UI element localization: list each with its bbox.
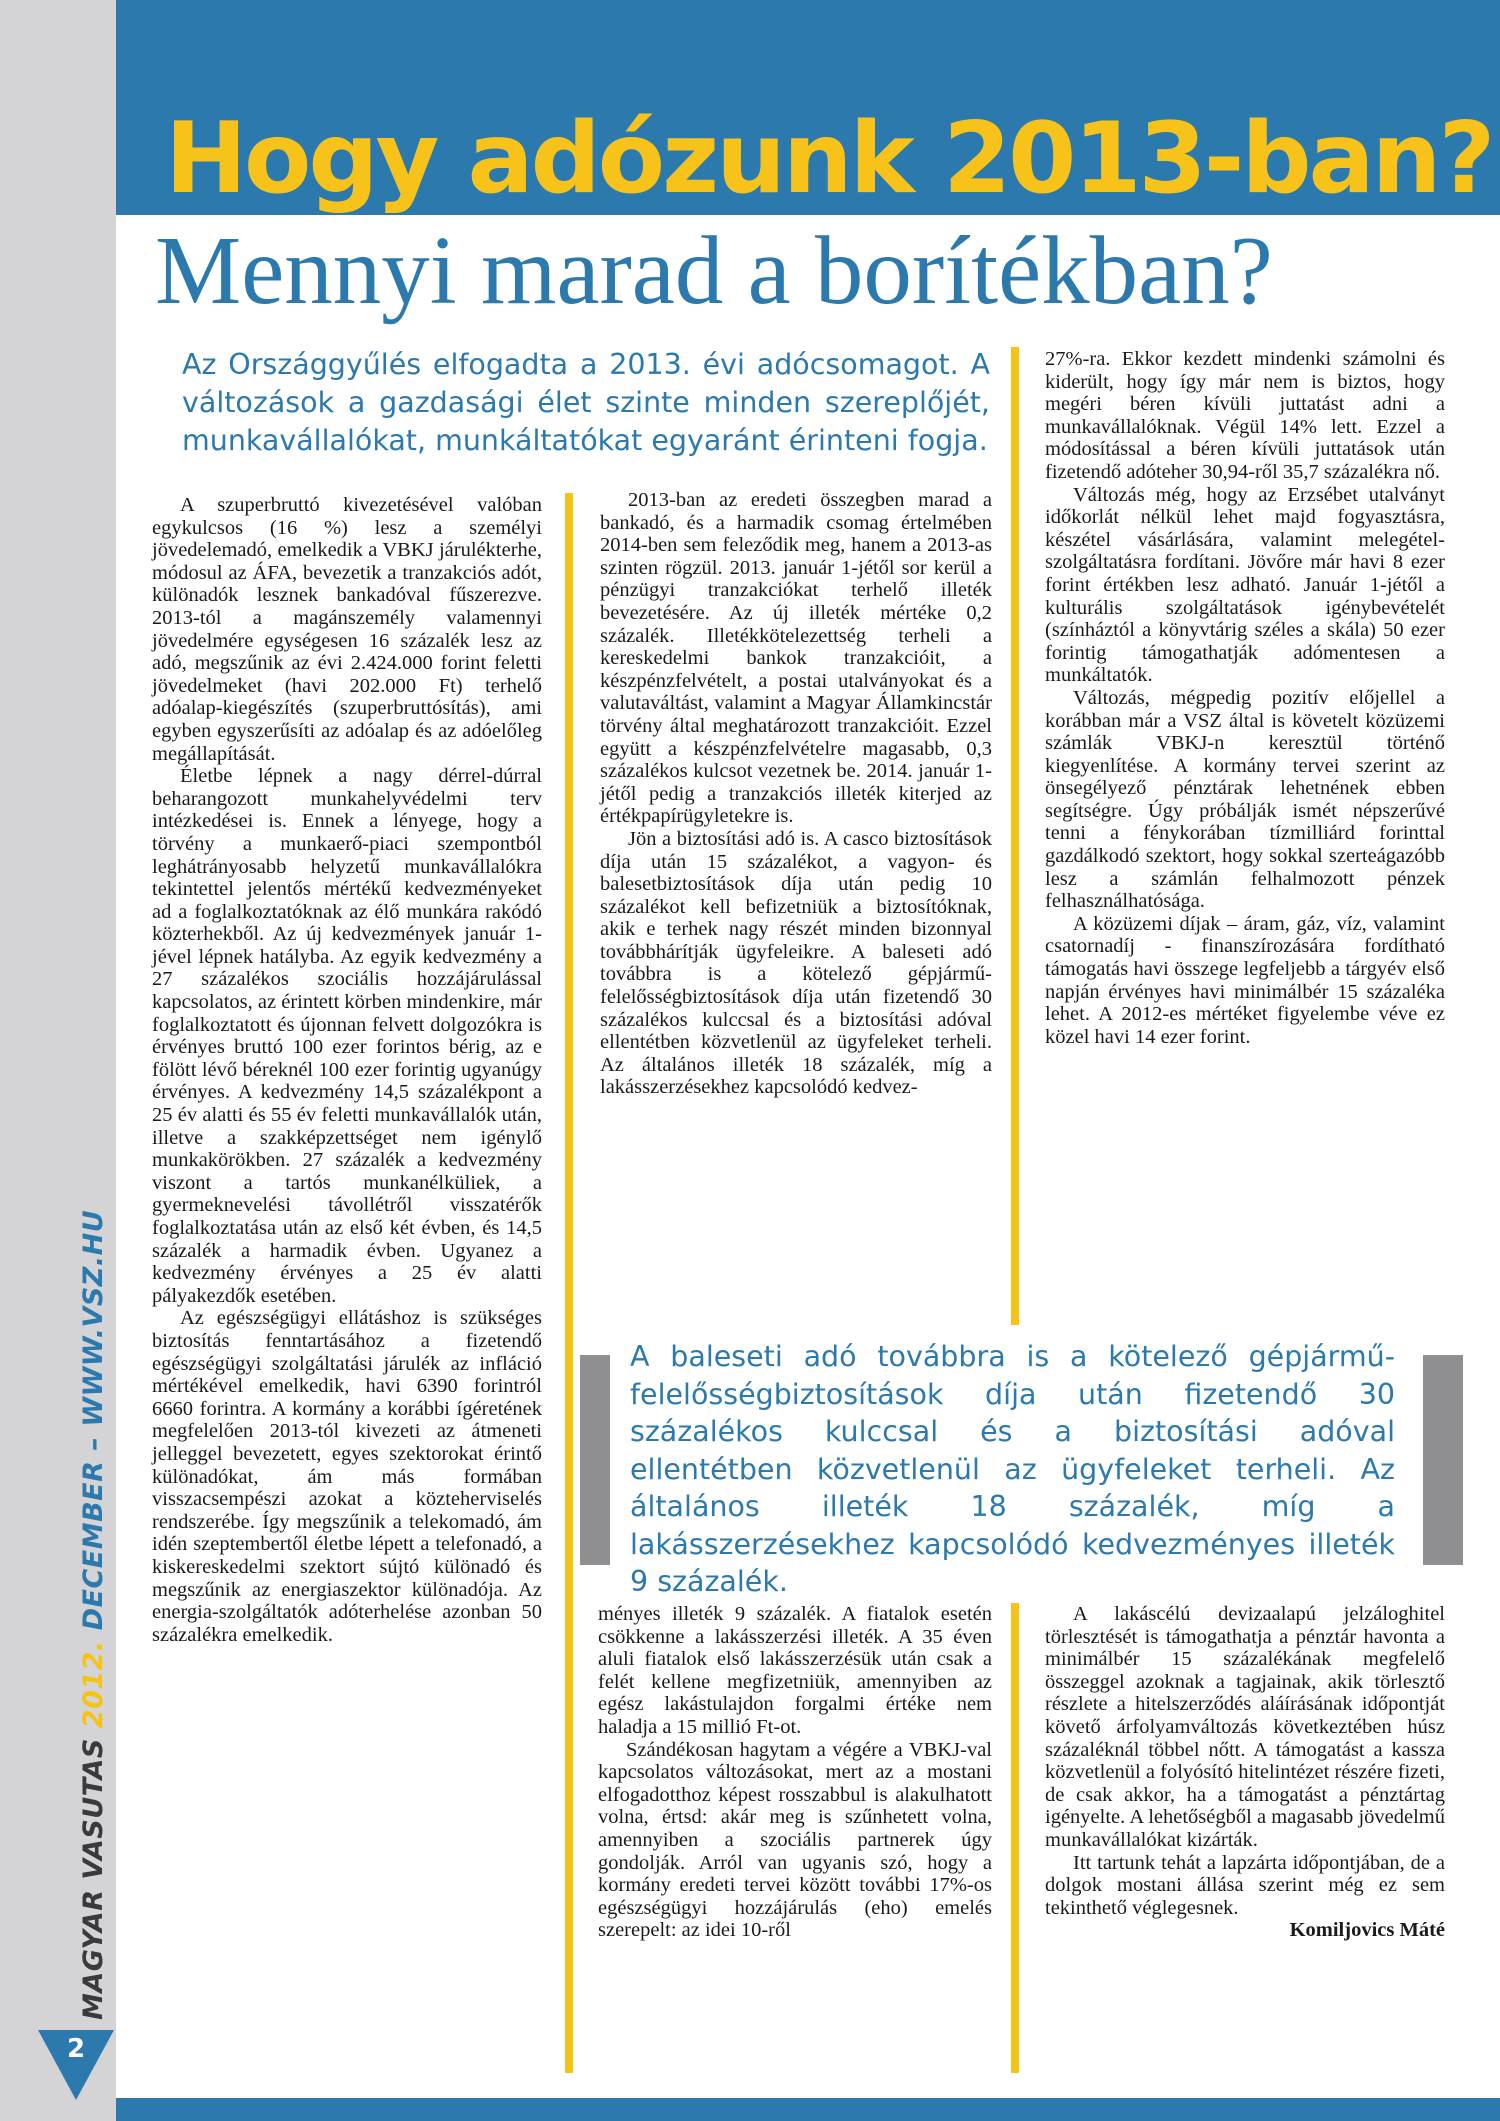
column-divider <box>1011 1603 1019 2073</box>
article-column-2-continued <box>598 1603 992 1942</box>
pullquote-bar-right <box>1423 1355 1463 1565</box>
paragraph: 27%-ra. Ekkor kezdett mindenki számolni és kiderült, hogy így már nem is biztos, hogy megéri béren kívüli juttatást adni a munkavállalóknak. Végül 14% lett. Ezzel a módosítással a béren kívüli juttatások után fizetendő adóteher 30,94-ről 35,7 százalékra nő. <box>1045 348 1445 483</box>
article-column-2 <box>600 489 992 1099</box>
paragraph: Az egészségügyi ellátáshoz is szükséges biztosítás fenntartásához a fizetendő egészségügyi szolgáltatási járulék az infláció mértékével emelkedik, havi 6390 forintról 6660 forintra. A kormány a korábbi ígéretének megfelelően 2013-tól kivezeti az átmeneti jelleggel bevezetett, egyes szektorokat érintő különadókat, ám más formában visszacsempészi azokat a közteherviselés rendszerébe. Így megszűnik a telekomadó, ám idén szeptembertől életbe lépett a telefonadó, a kiskereskedelmi szektort sújtó különadó és megszűnik az energiaszektor különadója. Az energia-szolgáltatók adóterhelése azonban 50 százalékra emelkedik. <box>152 1307 542 1646</box>
paragraph: A szuperbruttó kivezetésével valóban egykulcsos (16 %) lesz a személyi jövedelemadó, emelkedik a VBKJ járulékterhe, módosul az ÁFA, bevezetik a tranzakciós adót, különadók lesznek bankadóval fűszerezve. 2013-tól a magánszemély valamennyi jövedelmére egységesen 16 százalék lesz az adó, megszűnik az évi 2.424.000 forint feletti jövedelmeket (havi 202.000 Ft) terhelő adóalap-kiegészítés (szuperbruttósítás), ami egyben egyszerűsíti az adóalap és az adóelőleg megállapítását. <box>152 494 542 765</box>
paragraph: Életbe lépnek a nagy dérrel-dúrral beharangozott munkahelyvédelmi terv intézkedései is. Ennek a lényege, hogy a törvény a munkaerő-piaci szempontból leghátrányosabb helyzetű munkavállalókra tekintettel jelentős mértékű kedvezményeket ad a foglalkoztatóknak az élő munkára rakódó közterhekből. Az új kedvezmények január 1-jével lépnek hatályba. Az egyik kedvezmény a 27 százalékos szociális hozzájárulással kapcsolatos, az érintett körben mindenkire, már foglalkoztatott és újonnan felvett dolgozókra is érvényes bruttó 100 ezer forintos bérig, az e fölött lévő béreknél 100 ezer forintig ugyanúgy érvényes. A kedvezmény 14,5 százalékpont a 25 év alatti és 55 év feletti munkavállalók után, illetve a szakképzettséget nem igénylő munkakörökben. 27 százalék a kedvezmény viszont a tartós munkanélküliek, a gyermeknevelési távollétről visszatérők foglalkoztatása után az első két évben, és 14,5 százalék a harmadik évben. Ugyanez a kedvezmény érvényes a 25 év alatti pályakezdők esetében. <box>152 765 542 1307</box>
paragraph: Változás még, hogy az Erzsébet utalványt időkorlát nélkül lehet majd fogyasztásra, készétel vásárlására, valamint melegétel-szolgáltatásra fordítani. Jövőre már havi 8 ezer forint értékben lesz adható. Január 1-jétől a kulturális szolgáltatások igénybevételét (színháztól a könyvtárig széles a skála) 50 ezer forintig támogathatják adómentesen a munkáltatók. <box>1045 483 1445 687</box>
paragraph: 2013-ban az eredeti összegben marad a bankadó, és a harmadik csomag értelmében 2014-ben sem feleződik meg, hanem a 2013-as szinten rögzül. 2013. január 1-jétől sor kerül a pénzügyi tranzakciókat terhelő illeték bevezetésére. Az új illeték mértéke 0,2 százalék. Illetékkötelezettség terheli a kereskedelmi bankok tranzakcióit, a készpénzfelvételt, a postai utalványokat és a valutaváltást, valamint a Magyar Államkincstár törvény által meghatározott tranzakcióit. Ezzel együtt a készpénzfelvételre magasabb, 0,3 százalékos kulcsot vezetnek be. 2014. január 1-jétől pedig a tranzakciós illeték kiterjed az értékpapírügyletekre is. <box>600 489 992 828</box>
paragraph: ményes illeték 9 százalék. A fiatalok esetén csökkenne a lakásszerzési illeték. A 35 éven aluli fiatalok első lakásszerzésük után csak a felét kellene megfizetniük, amennyiben az egész lakástulajdon forgalmi értéke nem haladja a 15 millió Ft-ot. <box>598 1603 992 1738</box>
page-number: 2 <box>66 2034 86 2064</box>
paragraph: Jön a biztosítási adó is. A casco biztosítások díja után 15 százalékot, a vagyon- és balesetbiztosítások díja után pedig 10 százalékot kell befizetniük a biztosítóknak, akik e terhek nagy részét minden bizonnyal továbbhárítják ügyfeleikre. A baleseti adó továbbra is a kötelező gépjármű-felelősségbiztosítások díja után fizetendő 30 százalékos kulccsal és a biztosítási adóval ellentétben közvetlenül az ügyfeleket terheli. Az általános illeték 18 százalék, míg a lakásszerzésekhez kapcsolódó kedvez- <box>600 827 992 1099</box>
paragraph: A lakáscélú devizaalapú jelzáloghitel törlesztését is támogathatja a pénztár havonta a minimálbér 15 százalékának megfelelő összeggel azoknak a tagjainak, akik törlesztő részlete a hitelszerződés aláírásának időpontját követő árfolyamváltozás következtében húsz százaléknál többel nőtt. A támogatást a kassza közvetlenül a folyósító hitelintézet részére fizeti, de csak akkor, ha a támogatást a pénztártag igényelte. A lehetőségből a magasabb jövedelmű munkavállalókat kizárták. <box>1045 1603 1445 1851</box>
paragraph: A közüzemi díjak – áram, gáz, víz, valamint csatornadíj - finanszírozására fordítható támogatás havi összege legfeljebb a tárgyév első napján érvényes havi minimálbér 15 százaléka lehet. A 2012-es mértéket figyelembe véve ez közel havi 14 ezer forint. <box>1045 912 1445 1048</box>
paragraph: Itt tartunk tehát a lapzárta időpontjában, de a dolgok mostani állása szerint még ez sem tekinthető véglegesnek. <box>1045 1851 1445 1919</box>
paragraph: Szándékosan hagytam a végére a VBKJ-val kapcsolatos változásokat, mert az a mostani elfogadotthoz képest rosszabbul is alakulhatott volna, értsd: akár meg is szűnhetett volna, amennyiben a szociális partnerek úgy gondolják. Arról van ugyanis szó, hogy a kormány eredeti tervei között további 17%-os egészségügyi hozzájárulás (eho) emelés szerepelt: az idei 10-ről <box>598 1738 992 1942</box>
lead-paragraph: Az Országgyűlés elfogadta a 2013. évi adócsomagot. A változások a gazdasági élet szinte minden szereplőjét, munkavállalókat, munkáltatókat egyaránt érinteni fogja. <box>182 348 990 457</box>
author-byline: Komiljovics Máté <box>1289 1919 1445 1942</box>
bottom-band <box>116 2098 1500 2121</box>
column-divider <box>1011 347 1019 1325</box>
headline: Hogy adózunk 2013-ban? <box>165 102 1493 216</box>
article-column-3 <box>1045 348 1445 1048</box>
magazine-month-url: DECEMBER – WWW.VSZ.HU <box>78 1209 109 1631</box>
article-column-3-continued <box>1045 1603 1445 1942</box>
sidebar-caption <box>78 1210 109 2020</box>
article-column-1 <box>152 494 542 1646</box>
paragraph: Változás, mégpedig pozitív előjellel a korábban már a VSZ által is követelt közüzemi számlák VBKJ-n keresztül történő kiegyenlítése. A kormány tervei szerint az önsegélyező pénztárak lehetnének ebben segítségre. Úgy próbálják ismét népszerűvé tenni a fénykorában tízmilliárd forinttal gazdálkodó szektort, hogy sokkal szerteágazóbb lesz a számlán felhalmozott pénzek felhasználhatósága. <box>1045 686 1445 913</box>
pullquote: A baleseti adó továbbra is a kötelező gépjármű-felelősségbiztosítások díja után fizetendő 30 százalékos kulccsal és a biztosítási adóval ellentétben közvetlenül az ügyfeleket terheli. Az általános illeték 18 százalék, míg a lakásszerzésekhez kapcsolódó kedvezményes illeték 9 százalék. <box>630 1340 1395 1598</box>
magazine-year: 2012. <box>78 1630 109 1729</box>
magazine-name: MAGYAR VASUTAS <box>78 1728 109 2020</box>
subheadline: Mennyi marad a borítékban? <box>155 217 1273 324</box>
column-divider <box>565 493 573 2073</box>
pullquote-bar-left <box>580 1355 610 1565</box>
